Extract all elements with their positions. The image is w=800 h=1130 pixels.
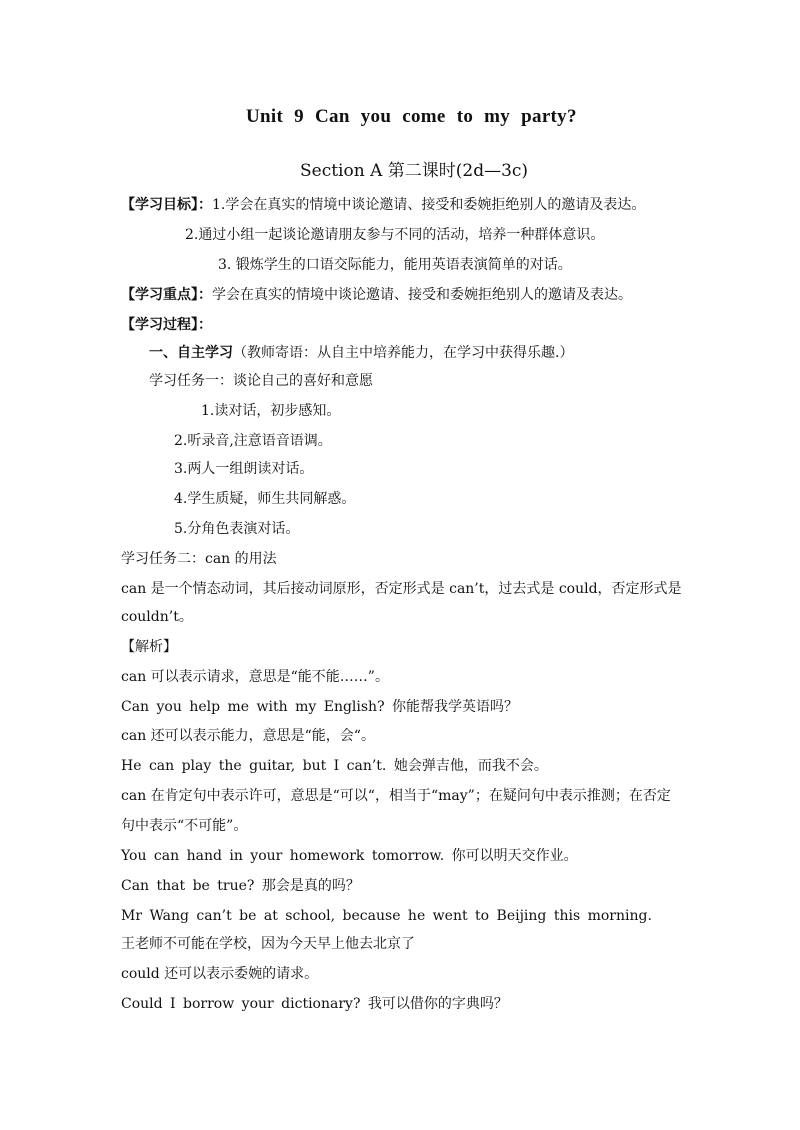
task2-title: 学习任务二：can 的用法 [121, 551, 277, 567]
example-line: Mr Wang can’t be at school, because he went to Beijing this morning. [121, 908, 652, 924]
translation-line: 王老师不可能在学校，因为今天早上他去北京了 [121, 936, 415, 952]
example-line: You can hand in your homework tomorrow. 你可以明天交作业。 [121, 848, 578, 864]
focus-row [121, 286, 632, 304]
process-label: 【学习过程】： [121, 317, 212, 333]
analysis-label: 【解析】 [121, 639, 177, 655]
can-intro-line: can 是一个情态动词，其后接动词原形，否定形式是 can’t，过去式是 could，否定形式是 [121, 581, 682, 597]
analysis-line: could 还可以表示委婉的请求。 [121, 966, 319, 982]
task1-step: 2.听录音,注意语音语调。 [174, 433, 332, 449]
task1-step: 3.两人一组朗读对话。 [174, 461, 314, 477]
page-subtitle: Section A 第二课时(2d—3c) [300, 161, 529, 181]
example-line: Can you help me with my English? 你能帮我学英语吗？ [121, 699, 519, 715]
analysis-line: 句中表示“不可能”。 [121, 818, 248, 834]
task1-title: 学习任务一：谈论自己的喜好和意愿 [149, 373, 373, 389]
goal-item: 3. 锻炼学生的口语交际能力，能用英语表演简单的对话。 [218, 257, 572, 273]
analysis-line: can 还可以表示能力，意思是“能，会“。 [121, 728, 375, 744]
analysis-line: can 在肯定句中表示许可，意思是“可以“，相当于“may”；在疑问句中表示推测；在否定 [121, 788, 671, 804]
goal-item: 1.学会在真实的情境中谈论邀请、接受和委婉拒绝别人的邀请及表达。 [212, 197, 646, 213]
can-intro-line: couldn’t。 [121, 609, 193, 625]
goals-row [121, 196, 645, 214]
section1-note: （教师寄语：从自主中培养能力，在学习中获得乐趣.） [233, 345, 574, 361]
goal-item: 2.通过小组一起谈论邀请朋友参与不同的活动，培养一种群体意识。 [185, 227, 605, 243]
example-line: He can play the guitar, but I can’t. 她会弹吉他，而我不会。 [121, 758, 548, 774]
section1-row [149, 344, 573, 362]
focus-label: 【学习重点】： [121, 287, 212, 303]
page-title: Unit 9 Can you come to my party? [246, 106, 577, 127]
goals-label: 【学习目标】： [121, 197, 212, 213]
section1-label: 一、自主学习 [149, 345, 233, 361]
focus-text: 学会在真实的情境中谈论邀请、接受和委婉拒绝别人的邀请及表达。 [212, 287, 632, 303]
example-line: Could I borrow your dictionary? 我可以借你的字典吗？ [121, 996, 508, 1012]
task1-step: 1.读对话，初步感知。 [201, 403, 341, 419]
task1-step: 4.学生质疑，师生共同解惑。 [174, 491, 356, 507]
analysis-line: can 可以表示请求，意思是“能不能……”。 [121, 669, 389, 685]
example-line: Can that be true? 那会是真的吗？ [121, 878, 360, 894]
task1-step: 5.分角色表演对话。 [174, 521, 300, 537]
